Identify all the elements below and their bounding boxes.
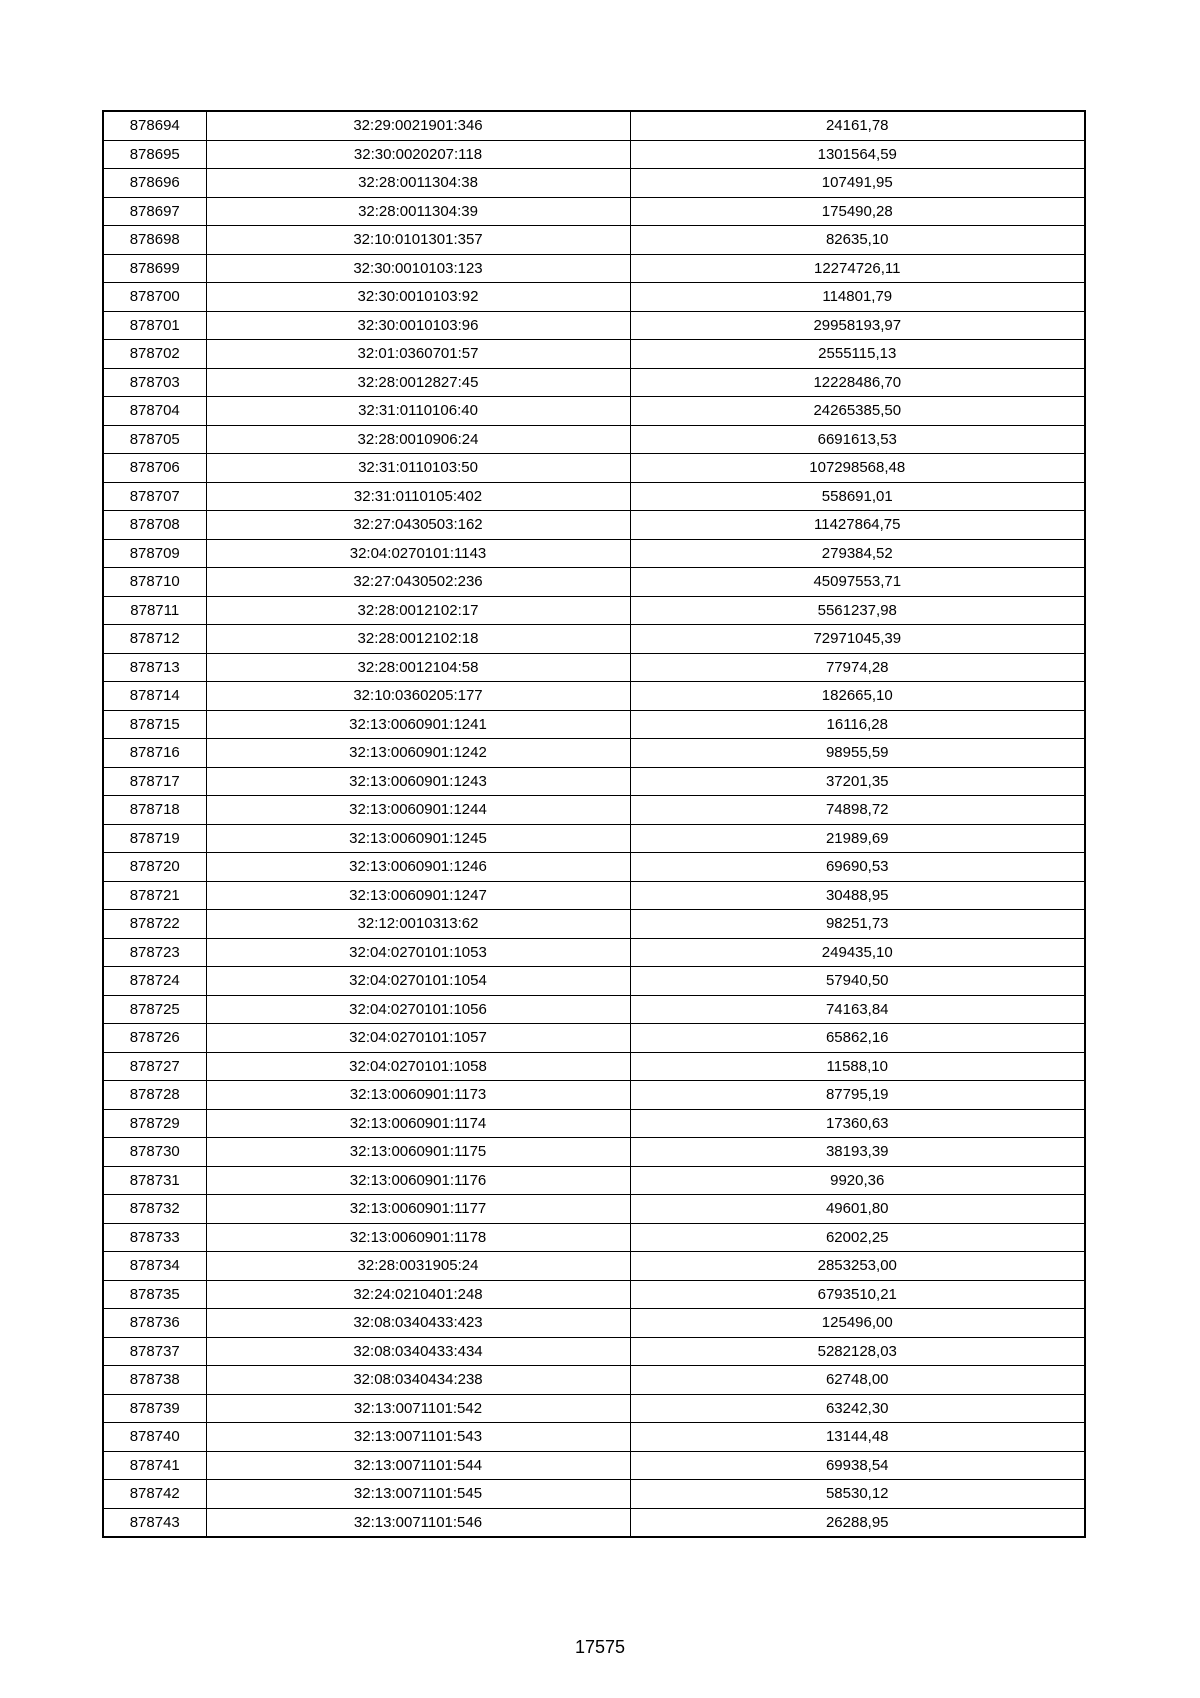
value-cell: 6793510,21 xyxy=(630,1280,1085,1309)
cadastral-number-cell: 32:30:0020207:118 xyxy=(206,140,630,169)
row-id-cell: 878721 xyxy=(103,881,206,910)
table-row xyxy=(103,568,1085,597)
value-cell: 16116,28 xyxy=(630,710,1085,739)
row-id-cell: 878717 xyxy=(103,767,206,796)
cadastral-number-cell: 32:13:0071101:544 xyxy=(206,1451,630,1480)
row-id-cell: 878734 xyxy=(103,1252,206,1281)
table-row xyxy=(103,1024,1085,1053)
value-cell: 2555115,13 xyxy=(630,340,1085,369)
table-row xyxy=(103,539,1085,568)
value-cell: 30488,95 xyxy=(630,881,1085,910)
table-row xyxy=(103,1309,1085,1338)
table-row xyxy=(103,1109,1085,1138)
value-cell: 114801,79 xyxy=(630,283,1085,312)
value-cell: 77974,28 xyxy=(630,653,1085,682)
cadastral-number-cell: 32:13:0071101:543 xyxy=(206,1423,630,1452)
page-number: 17575 xyxy=(574,1637,626,1657)
value-cell: 69938,54 xyxy=(630,1451,1085,1480)
value-cell: 107298568,48 xyxy=(630,454,1085,483)
table-row xyxy=(103,340,1085,369)
table-row xyxy=(103,1423,1085,1452)
value-cell: 62748,00 xyxy=(630,1366,1085,1395)
table-row xyxy=(103,425,1085,454)
row-id-cell: 878726 xyxy=(103,1024,206,1053)
cadastral-number-cell: 32:28:0031905:24 xyxy=(206,1252,630,1281)
value-cell: 21989,69 xyxy=(630,824,1085,853)
table-row xyxy=(103,226,1085,255)
table-row xyxy=(103,397,1085,426)
cadastral-number-cell: 32:01:0360701:57 xyxy=(206,340,630,369)
value-cell: 74898,72 xyxy=(630,796,1085,825)
table-row xyxy=(103,596,1085,625)
value-cell: 5561237,98 xyxy=(630,596,1085,625)
row-id-cell: 878729 xyxy=(103,1109,206,1138)
row-id-cell: 878742 xyxy=(103,1480,206,1509)
cadastral-number-cell: 32:29:0021901:346 xyxy=(206,111,630,140)
row-id-cell: 878739 xyxy=(103,1394,206,1423)
value-cell: 12274726,11 xyxy=(630,254,1085,283)
cadastral-number-cell: 32:04:0270101:1058 xyxy=(206,1052,630,1081)
row-id-cell: 878698 xyxy=(103,226,206,255)
table-row xyxy=(103,254,1085,283)
row-id-cell: 878704 xyxy=(103,397,206,426)
value-cell: 1301564,59 xyxy=(630,140,1085,169)
table-row xyxy=(103,967,1085,996)
row-id-cell: 878705 xyxy=(103,425,206,454)
cadastral-number-cell: 32:13:0060901:1246 xyxy=(206,853,630,882)
data-table xyxy=(102,110,1086,1538)
cadastral-number-cell: 32:08:0340434:238 xyxy=(206,1366,630,1395)
row-id-cell: 878740 xyxy=(103,1423,206,1452)
value-cell: 6691613,53 xyxy=(630,425,1085,454)
cadastral-number-cell: 32:31:0110106:40 xyxy=(206,397,630,426)
cadastral-number-cell: 32:24:0210401:248 xyxy=(206,1280,630,1309)
table-row xyxy=(103,1195,1085,1224)
value-cell: 24265385,50 xyxy=(630,397,1085,426)
table-row xyxy=(103,853,1085,882)
cadastral-number-cell: 32:10:0360205:177 xyxy=(206,682,630,711)
row-id-cell: 878709 xyxy=(103,539,206,568)
value-cell: 62002,25 xyxy=(630,1223,1085,1252)
table-row xyxy=(103,482,1085,511)
row-id-cell: 878743 xyxy=(103,1508,206,1537)
table-row xyxy=(103,1223,1085,1252)
table-row xyxy=(103,1138,1085,1167)
row-id-cell: 878735 xyxy=(103,1280,206,1309)
cadastral-number-cell: 32:30:0010103:96 xyxy=(206,311,630,340)
cadastral-number-cell: 32:08:0340433:434 xyxy=(206,1337,630,1366)
table-row xyxy=(103,625,1085,654)
value-cell: 38193,39 xyxy=(630,1138,1085,1167)
cadastral-number-cell: 32:27:0430503:162 xyxy=(206,511,630,540)
row-id-cell: 878713 xyxy=(103,653,206,682)
cadastral-number-cell: 32:13:0071101:546 xyxy=(206,1508,630,1537)
table-row xyxy=(103,938,1085,967)
row-id-cell: 878714 xyxy=(103,682,206,711)
table-row xyxy=(103,140,1085,169)
cadastral-number-cell: 32:13:0060901:1244 xyxy=(206,796,630,825)
cadastral-number-cell: 32:12:0010313:62 xyxy=(206,910,630,939)
table-row xyxy=(103,283,1085,312)
value-cell: 37201,35 xyxy=(630,767,1085,796)
cadastral-number-cell: 32:13:0060901:1173 xyxy=(206,1081,630,1110)
cadastral-number-cell: 32:04:0270101:1056 xyxy=(206,995,630,1024)
value-cell: 57940,50 xyxy=(630,967,1085,996)
value-cell: 29958193,97 xyxy=(630,311,1085,340)
cadastral-number-cell: 32:30:0010103:123 xyxy=(206,254,630,283)
cadastral-number-cell: 32:04:0270101:1053 xyxy=(206,938,630,967)
row-id-cell: 878696 xyxy=(103,169,206,198)
cadastral-number-cell: 32:13:0060901:1242 xyxy=(206,739,630,768)
value-cell: 12228486,70 xyxy=(630,368,1085,397)
value-cell: 72971045,39 xyxy=(630,625,1085,654)
row-id-cell: 878712 xyxy=(103,625,206,654)
table-row xyxy=(103,1337,1085,1366)
cadastral-number-cell: 32:13:0060901:1177 xyxy=(206,1195,630,1224)
cadastral-number-cell: 32:08:0340433:423 xyxy=(206,1309,630,1338)
row-id-cell: 878699 xyxy=(103,254,206,283)
row-id-cell: 878724 xyxy=(103,967,206,996)
row-id-cell: 878741 xyxy=(103,1451,206,1480)
value-cell: 279384,52 xyxy=(630,539,1085,568)
row-id-cell: 878728 xyxy=(103,1081,206,1110)
table-row xyxy=(103,169,1085,198)
value-cell: 182665,10 xyxy=(630,682,1085,711)
table-row xyxy=(103,111,1085,140)
value-cell: 98251,73 xyxy=(630,910,1085,939)
row-id-cell: 878730 xyxy=(103,1138,206,1167)
cadastral-number-cell: 32:30:0010103:92 xyxy=(206,283,630,312)
cadastral-number-cell: 32:04:0270101:1143 xyxy=(206,539,630,568)
cadastral-number-cell: 32:28:0012102:17 xyxy=(206,596,630,625)
table-row xyxy=(103,1480,1085,1509)
cadastral-number-cell: 32:28:0010906:24 xyxy=(206,425,630,454)
value-cell: 58530,12 xyxy=(630,1480,1085,1509)
cadastral-number-cell: 32:13:0060901:1178 xyxy=(206,1223,630,1252)
cadastral-number-cell: 32:04:0270101:1057 xyxy=(206,1024,630,1053)
cadastral-number-cell: 32:28:0012104:58 xyxy=(206,653,630,682)
value-cell: 17360,63 xyxy=(630,1109,1085,1138)
row-id-cell: 878718 xyxy=(103,796,206,825)
row-id-cell: 878697 xyxy=(103,197,206,226)
table-row xyxy=(103,1052,1085,1081)
table-row xyxy=(103,739,1085,768)
table-row xyxy=(103,1280,1085,1309)
row-id-cell: 878720 xyxy=(103,853,206,882)
cadastral-number-cell: 32:13:0060901:1175 xyxy=(206,1138,630,1167)
value-cell: 74163,84 xyxy=(630,995,1085,1024)
row-id-cell: 878706 xyxy=(103,454,206,483)
value-cell: 13144,48 xyxy=(630,1423,1085,1452)
value-cell: 87795,19 xyxy=(630,1081,1085,1110)
value-cell: 49601,80 xyxy=(630,1195,1085,1224)
row-id-cell: 878707 xyxy=(103,482,206,511)
table-row xyxy=(103,197,1085,226)
row-id-cell: 878701 xyxy=(103,311,206,340)
cadastral-number-cell: 32:13:0071101:545 xyxy=(206,1480,630,1509)
cadastral-number-cell: 32:13:0060901:1247 xyxy=(206,881,630,910)
row-id-cell: 878722 xyxy=(103,910,206,939)
cadastral-number-cell: 32:28:0012102:18 xyxy=(206,625,630,654)
value-cell: 107491,95 xyxy=(630,169,1085,198)
table-row xyxy=(103,910,1085,939)
table-row xyxy=(103,767,1085,796)
cadastral-number-cell: 32:13:0060901:1245 xyxy=(206,824,630,853)
value-cell: 65862,16 xyxy=(630,1024,1085,1053)
value-cell: 175490,28 xyxy=(630,197,1085,226)
row-id-cell: 878695 xyxy=(103,140,206,169)
row-id-cell: 878702 xyxy=(103,340,206,369)
row-id-cell: 878711 xyxy=(103,596,206,625)
row-id-cell: 878719 xyxy=(103,824,206,853)
table-row xyxy=(103,311,1085,340)
table-body xyxy=(103,111,1085,1537)
table-row xyxy=(103,1508,1085,1537)
cadastral-number-cell: 32:13:0060901:1243 xyxy=(206,767,630,796)
table-row xyxy=(103,682,1085,711)
value-cell: 9920,36 xyxy=(630,1166,1085,1195)
row-id-cell: 878738 xyxy=(103,1366,206,1395)
cadastral-number-cell: 32:13:0071101:542 xyxy=(206,1394,630,1423)
cadastral-number-cell: 32:13:0060901:1174 xyxy=(206,1109,630,1138)
value-cell: 5282128,03 xyxy=(630,1337,1085,1366)
row-id-cell: 878736 xyxy=(103,1309,206,1338)
value-cell: 45097553,71 xyxy=(630,568,1085,597)
row-id-cell: 878727 xyxy=(103,1052,206,1081)
table-row xyxy=(103,454,1085,483)
table-row xyxy=(103,1081,1085,1110)
cadastral-number-cell: 32:13:0060901:1176 xyxy=(206,1166,630,1195)
row-id-cell: 878700 xyxy=(103,283,206,312)
row-id-cell: 878731 xyxy=(103,1166,206,1195)
value-cell: 125496,00 xyxy=(630,1309,1085,1338)
value-cell: 24161,78 xyxy=(630,111,1085,140)
table-row xyxy=(103,710,1085,739)
value-cell: 249435,10 xyxy=(630,938,1085,967)
value-cell: 98955,59 xyxy=(630,739,1085,768)
cadastral-number-cell: 32:28:0011304:38 xyxy=(206,169,630,198)
row-id-cell: 878716 xyxy=(103,739,206,768)
table-row xyxy=(103,1451,1085,1480)
row-id-cell: 878733 xyxy=(103,1223,206,1252)
cadastral-number-cell: 32:04:0270101:1054 xyxy=(206,967,630,996)
cadastral-number-cell: 32:31:0110105:402 xyxy=(206,482,630,511)
row-id-cell: 878737 xyxy=(103,1337,206,1366)
value-cell: 82635,10 xyxy=(630,226,1085,255)
value-cell: 11427864,75 xyxy=(630,511,1085,540)
table-row xyxy=(103,511,1085,540)
row-id-cell: 878725 xyxy=(103,995,206,1024)
value-cell: 63242,30 xyxy=(630,1394,1085,1423)
table-row xyxy=(103,796,1085,825)
row-id-cell: 878694 xyxy=(103,111,206,140)
table-row xyxy=(103,824,1085,853)
table-row xyxy=(103,368,1085,397)
cadastral-number-cell: 32:10:0101301:357 xyxy=(206,226,630,255)
value-cell: 558691,01 xyxy=(630,482,1085,511)
table-row xyxy=(103,995,1085,1024)
row-id-cell: 878710 xyxy=(103,568,206,597)
cadastral-number-cell: 32:31:0110103:50 xyxy=(206,454,630,483)
value-cell: 69690,53 xyxy=(630,853,1085,882)
table-row xyxy=(103,881,1085,910)
row-id-cell: 878732 xyxy=(103,1195,206,1224)
row-id-cell: 878715 xyxy=(103,710,206,739)
cadastral-number-cell: 32:13:0060901:1241 xyxy=(206,710,630,739)
value-cell: 11588,10 xyxy=(630,1052,1085,1081)
table-row xyxy=(103,1366,1085,1395)
row-id-cell: 878723 xyxy=(103,938,206,967)
value-cell: 26288,95 xyxy=(630,1508,1085,1537)
cadastral-number-cell: 32:28:0011304:39 xyxy=(206,197,630,226)
table-row xyxy=(103,1252,1085,1281)
row-id-cell: 878708 xyxy=(103,511,206,540)
table-row xyxy=(103,653,1085,682)
value-cell: 2853253,00 xyxy=(630,1252,1085,1281)
cadastral-number-cell: 32:28:0012827:45 xyxy=(206,368,630,397)
row-id-cell: 878703 xyxy=(103,368,206,397)
table-row xyxy=(103,1166,1085,1195)
cadastral-number-cell: 32:27:0430502:236 xyxy=(206,568,630,597)
table-row xyxy=(103,1394,1085,1423)
